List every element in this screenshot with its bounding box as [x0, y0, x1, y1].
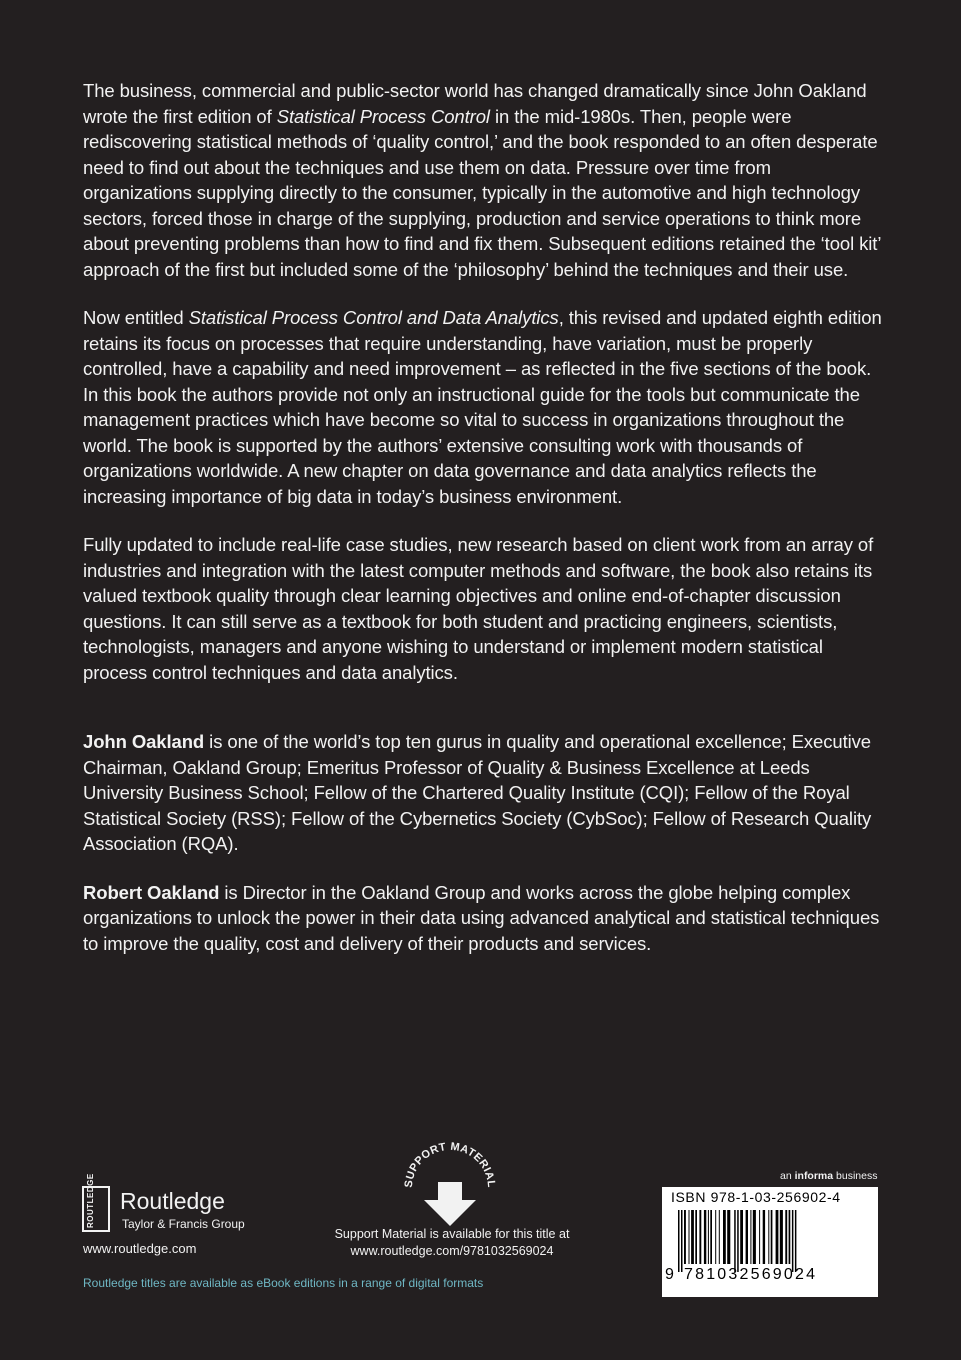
barcode-bar [678, 1210, 680, 1272]
support-material-url[interactable]: www.routledge.com/9781032569024 [350, 1244, 554, 1258]
barcode-bar [734, 1210, 736, 1272]
isbn-barcode [662, 1187, 878, 1297]
barcode-bar [689, 1210, 690, 1264]
barcode-bar [780, 1210, 783, 1264]
publisher-group: Taylor & Francis Group [122, 1217, 245, 1231]
barcode-bar [719, 1210, 720, 1264]
first-edition-title: Statistical Process Control [276, 105, 490, 127]
svg-text:SUPPORT MATERIAL [403, 1141, 497, 1188]
barcode-bar [723, 1210, 726, 1264]
download-arrow-icon [424, 1182, 476, 1226]
blurb-paragraph-1: The business, commercial and public-sector world has changed dramatically since John Oakland wrote the first edition of Statistical Process Control in the mid-1980s. Then, people were rediscovering statistical methods of ‘quality control,’ and the book responded to an often desperate need to find out about the techniques and use them on data. Pressure over time from organizations supplying directly to the consumer, typically in the automotive and high technology sectors, forced those in charge of the supplying, production and service operations to think more about preventing problems than how to find and fix them. Subsequent editions retained the ‘tool kit’ approach of the first but included some of the ‘philosophy’ behind the techniques and their use. [83, 80, 881, 280]
blurb-paragraph-3: Fully updated to include real-life case studies, new research based on client work from an array of industries and integration with the latest computer methods and software, the book also retains its valued textbook quality through clear learning objectives and online end-of-chapter discussion questions. It can still serve as a textbook for both student and practicing engineers, scientists, technologists, managers and anyone wishing to understand or implement modern statistical process control techniques and data analytics. [83, 534, 874, 683]
barcode-bar [708, 1210, 709, 1264]
support-material-badge-icon [400, 1136, 500, 1232]
support-material-note: Support Material is available for this title at www.routledge.com/9781032569024 [332, 1226, 572, 1260]
barcode-bar [740, 1210, 743, 1264]
barcode-bar [753, 1210, 756, 1264]
barcode-bar [737, 1210, 739, 1272]
barcode-bar [763, 1210, 765, 1264]
author-bio-robert: Robert Oakland is Director in the Oakland Group and works across the globe helping complex organizations to unlock the power in their data using advanced analytical and statistical techniques to improve the quality, cost and delivery of their products and services. [83, 881, 880, 954]
author-name: Robert Oakland [83, 881, 220, 903]
barcode-bar [776, 1210, 779, 1264]
barcode-bar [759, 1210, 760, 1264]
publisher-url[interactable]: www.routledge.com [83, 1241, 197, 1256]
routledge-logo-mark-icon: ROUTLEDGE [82, 1186, 110, 1232]
barcode-bar [795, 1210, 797, 1272]
isbn-number: ISBN 978-1-03-256902-4 [671, 1189, 841, 1205]
barcode-bar [684, 1210, 686, 1264]
barcode-bar [771, 1210, 773, 1264]
barcode-bar [768, 1210, 769, 1264]
barcode-bar [727, 1210, 730, 1264]
barcode-lead-digit: 9 [665, 1266, 674, 1283]
barcode-bar [715, 1210, 716, 1264]
barcode-bar [704, 1210, 706, 1264]
author-bio-john: John Oakland is one of the world’s top ten gurus in quality and operational excellence; Executive Chairman, Oakland Group; Emeritus Professor of Quality & Business Excellence at Leeds University Business School; Fellow of the Chartered Quality Institute (CQI); Fellow of the Royal Statistical Society (RSS); Fellow of the Cybernetics Society (CybSoc); Fellow of Research Quality Association (RQA). [83, 731, 872, 854]
barcode-bar [695, 1210, 697, 1264]
barcode-digits: 781032569024 [684, 1266, 818, 1283]
barcode-bar [746, 1210, 748, 1264]
support-material-label: SUPPORT MATERIAL [402, 1140, 498, 1189]
barcode-bars [678, 1210, 868, 1272]
barcode-bar [792, 1210, 794, 1272]
informa-business-label: an informa business [780, 1170, 878, 1182]
blurb-paragraph-2: Now entitled Statistical Process Control and Data Analytics, this revised and updated eighth edition retains its focus on processes that require understanding, have variation, must be properly controlled, have a capability and need improvement – as reflected in the five sections of the book. In this book the authors provide not only an instructional guide for the tools but communicate the management practices which have become so vital to success in organizations throughout the world. The book is supported by the authors’ extensive consulting work with thousands of organizations worldwide. A new chapter on data governance and data analytics reflects the increasing importance of big data in today’s business environment. [83, 307, 882, 507]
barcode-bar [699, 1210, 701, 1264]
barcode-bar [710, 1210, 712, 1264]
publisher-name: Routledge [120, 1188, 225, 1214]
back-cover-blurb [83, 78, 883, 979]
barcode-bar [789, 1210, 791, 1264]
barcode-bar [691, 1210, 694, 1264]
ebook-note: Routledge titles are available as eBook editions in a range of digital formats [83, 1276, 484, 1290]
barcode-bar [785, 1210, 787, 1264]
book-title: Statistical Process Control and Data Analytics [188, 307, 559, 328]
barcode-bar [681, 1210, 683, 1272]
barcode-bar [750, 1210, 751, 1264]
author-name: John Oakland [83, 731, 205, 752]
